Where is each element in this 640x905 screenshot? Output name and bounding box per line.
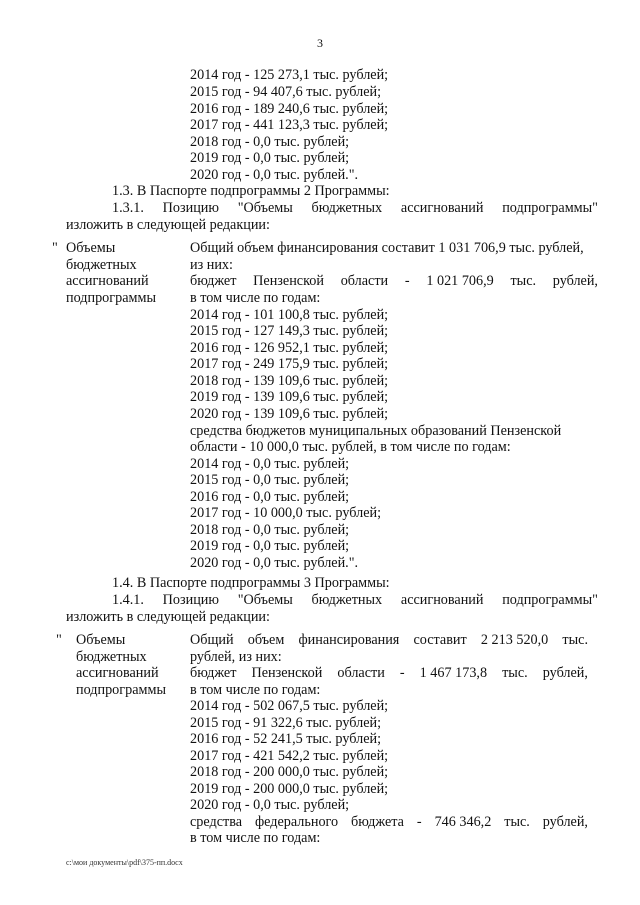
year-line: 2015 год - 127 149,3 тыс. рублей; bbox=[190, 323, 389, 339]
year-line: 2014 год - 0,0 тыс. рублей; bbox=[190, 456, 350, 472]
total-financing: Общий объем финансирования составит 1 031 706,9 тыс. рублей, bbox=[190, 240, 584, 256]
item-text: 1.4.1. Позицию "Объемы бюджетных ассигнований подпрограммы" bbox=[112, 592, 598, 608]
year-line: 2017 год - 249 175,9 тыс. рублей; bbox=[190, 356, 389, 372]
section-heading: 1.3. В Паспорте подпрограммы 2 Программы: bbox=[112, 183, 390, 199]
year-line: 2015 год - 94 407,6 тыс. рублей; bbox=[190, 84, 382, 100]
federal-budget-continuation: в том числе по годам: bbox=[190, 830, 321, 846]
year-line: 2017 год - 421 542,2 тыс. рублей; bbox=[190, 748, 389, 764]
year-line: 2020 год - 0,0 тыс. рублей.". bbox=[190, 167, 359, 183]
year-line: 2014 год - 125 273,1 тыс. рублей; bbox=[190, 67, 389, 83]
regional-budget: бюджет Пензенской области - 1 021 706,9 тыс. рублей, bbox=[190, 273, 598, 289]
year-line: 2014 год - 502 067,5 тыс. рублей; bbox=[190, 698, 389, 714]
total-financing-continuation: рублей, из них: bbox=[190, 649, 282, 665]
item-text-continuation: изложить в следующей редакции: bbox=[66, 217, 270, 233]
total-financing-continuation: из них: bbox=[190, 257, 233, 273]
opening-quote: " bbox=[52, 240, 58, 256]
year-line: 2020 год - 0,0 тыс. рублей.". bbox=[190, 555, 359, 571]
year-line: 2018 год - 0,0 тыс. рублей; bbox=[190, 522, 350, 538]
year-line: 2020 год - 139 109,6 тыс. рублей; bbox=[190, 406, 389, 422]
municipal-budget-continuation: области - 10 000,0 тыс. рублей, в том числе по годам: bbox=[190, 439, 511, 455]
year-line: 2018 год - 200 000,0 тыс. рублей; bbox=[190, 764, 389, 780]
opening-quote: " bbox=[56, 632, 62, 648]
year-line: 2019 год - 0,0 тыс. рублей; bbox=[190, 538, 350, 554]
page-number: 3 bbox=[317, 36, 323, 50]
year-line: 2018 год - 139 109,6 тыс. рублей; bbox=[190, 373, 389, 389]
year-line: 2017 год - 441 123,3 тыс. рублей; bbox=[190, 117, 389, 133]
year-line: 2015 год - 91 322,6 тыс. рублей; bbox=[190, 715, 382, 731]
year-line: 2018 год - 0,0 тыс. рублей; bbox=[190, 134, 350, 150]
section-heading: 1.4. В Паспорте подпрограммы 3 Программы: bbox=[112, 575, 390, 591]
year-line: 2019 год - 0,0 тыс. рублей; bbox=[190, 150, 350, 166]
year-line: 2016 год - 126 952,1 тыс. рублей; bbox=[190, 340, 389, 356]
year-line: 2016 год - 189 240,6 тыс. рублей; bbox=[190, 101, 389, 117]
footer-file-path: c:\мои документы\pdf\375-пп.docx bbox=[66, 858, 183, 867]
year-line: 2020 год - 0,0 тыс. рублей; bbox=[190, 797, 350, 813]
year-line: 2017 год - 10 000,0 тыс. рублей; bbox=[190, 505, 382, 521]
municipal-budget: средства бюджетов муниципальных образований Пензенской bbox=[190, 423, 562, 439]
federal-budget: средства федерального бюджета - 746 346,2 тыс. рублей, bbox=[190, 814, 588, 830]
total-financing: Общий объем финансирования составит 2 213 520,0 тыс. bbox=[190, 632, 588, 648]
year-line: 2014 год - 101 100,8 тыс. рублей; bbox=[190, 307, 389, 323]
regional-budget-continuation: в том числе по годам: bbox=[190, 290, 321, 306]
regional-budget-continuation: в том числе по годам: bbox=[190, 682, 321, 698]
year-line: 2019 год - 139 109,6 тыс. рублей; bbox=[190, 389, 389, 405]
item-text: 1.3.1. Позицию "Объемы бюджетных ассигнований подпрограммы" bbox=[112, 200, 598, 216]
year-line: 2015 год - 0,0 тыс. рублей; bbox=[190, 472, 350, 488]
regional-budget: бюджет Пензенской области - 1 467 173,8 тыс. рублей, bbox=[190, 665, 588, 681]
year-line: 2016 год - 0,0 тыс. рублей; bbox=[190, 489, 350, 505]
year-line: 2016 год - 52 241,5 тыс. рублей; bbox=[190, 731, 382, 747]
item-text-continuation: изложить в следующей редакции: bbox=[66, 609, 270, 625]
year-line: 2019 год - 200 000,0 тыс. рублей; bbox=[190, 781, 389, 797]
